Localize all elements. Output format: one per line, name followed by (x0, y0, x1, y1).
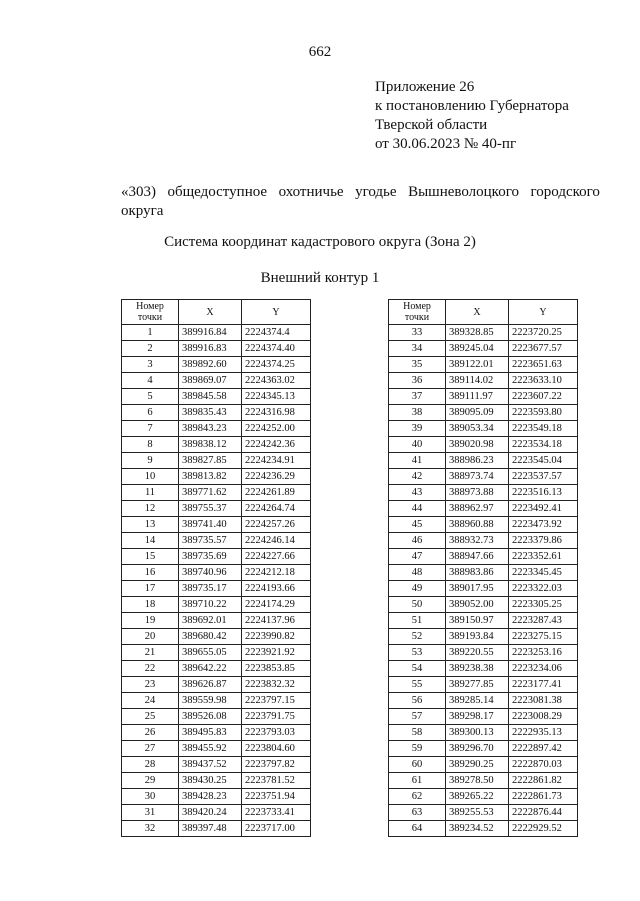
x-cell: 389655.05 (179, 645, 242, 661)
x-cell: 389838.12 (179, 437, 242, 453)
point-number-cell: 26 (122, 725, 179, 741)
y-cell: 2224257.26 (242, 517, 311, 533)
point-number-cell: 42 (389, 469, 446, 485)
table-row (122, 789, 311, 805)
point-number-cell: 41 (389, 453, 446, 469)
x-cell: 389642.22 (179, 661, 242, 677)
point-number-cell: 48 (389, 565, 446, 581)
point-number-cell: 45 (389, 517, 446, 533)
y-cell: 2223651.63 (509, 357, 578, 373)
table-row (389, 581, 578, 597)
table-row (389, 821, 578, 837)
x-cell: 389420.24 (179, 805, 242, 821)
point-number-cell: 46 (389, 533, 446, 549)
x-cell: 389111.97 (446, 389, 509, 405)
x-cell: 389813.82 (179, 469, 242, 485)
x-cell: 389626.87 (179, 677, 242, 693)
table-row (389, 373, 578, 389)
table-header-row (389, 300, 578, 325)
table-row (122, 421, 311, 437)
table-row (389, 533, 578, 549)
point-number-cell: 59 (389, 741, 446, 757)
table-row (122, 597, 311, 613)
x-cell: 389430.25 (179, 773, 242, 789)
y-cell: 2223322.03 (509, 581, 578, 597)
table-row (122, 325, 311, 341)
point-number-cell: 37 (389, 389, 446, 405)
point-number-cell: 54 (389, 661, 446, 677)
y-cell: 2222876.44 (509, 805, 578, 821)
point-number-cell: 18 (122, 597, 179, 613)
heading-word: общедоступное (167, 184, 268, 200)
y-cell: 2223287.43 (509, 613, 578, 629)
point-number-cell: 9 (122, 453, 179, 469)
table-body-left (122, 325, 311, 837)
table-row (389, 469, 578, 485)
table-row (389, 549, 578, 565)
point-number-cell: 29 (122, 773, 179, 789)
table-row (389, 629, 578, 645)
point-number-cell: 6 (122, 405, 179, 421)
table-row (389, 325, 578, 341)
point-number-cell: 11 (122, 485, 179, 501)
x-cell: 389238.38 (446, 661, 509, 677)
point-number-cell: 44 (389, 501, 446, 517)
heading-word: угодье (355, 184, 397, 200)
point-number-cell: 51 (389, 613, 446, 629)
y-cell: 2224316.98 (242, 405, 311, 421)
x-cell: 389771.62 (179, 485, 242, 501)
point-number-cell: 30 (122, 789, 179, 805)
table-row (122, 741, 311, 757)
table-row (122, 501, 311, 517)
x-cell: 389245.04 (446, 341, 509, 357)
header-y: Y (509, 300, 578, 325)
y-cell: 2224374.40 (242, 341, 311, 357)
x-cell: 389114.02 (446, 373, 509, 389)
y-cell: 2223804.60 (242, 741, 311, 757)
table-row (389, 341, 578, 357)
point-number-cell: 36 (389, 373, 446, 389)
y-cell: 2223751.94 (242, 789, 311, 805)
point-number-cell: 50 (389, 597, 446, 613)
y-cell: 2224227.66 (242, 549, 311, 565)
x-cell: 389234.52 (446, 821, 509, 837)
x-cell: 389193.84 (446, 629, 509, 645)
table-row (389, 565, 578, 581)
y-cell: 2223677.57 (509, 341, 578, 357)
point-number-cell: 27 (122, 741, 179, 757)
point-number-cell: 53 (389, 645, 446, 661)
heading-word: «303) (121, 184, 156, 200)
x-cell: 389843.23 (179, 421, 242, 437)
table-row (389, 757, 578, 773)
table-row (389, 789, 578, 805)
table-row (122, 661, 311, 677)
x-cell: 389735.17 (179, 581, 242, 597)
x-cell: 389916.84 (179, 325, 242, 341)
table-row (389, 517, 578, 533)
y-cell: 2224363.02 (242, 373, 311, 389)
x-cell: 389735.57 (179, 533, 242, 549)
y-cell: 2224374.25 (242, 357, 311, 373)
header-point-number (389, 300, 446, 325)
x-cell: 389290.25 (446, 757, 509, 773)
point-number-cell: 60 (389, 757, 446, 773)
appendix-line: Приложение 26 (375, 79, 475, 95)
x-cell: 389692.01 (179, 613, 242, 629)
table-row (122, 485, 311, 501)
point-number-cell: 56 (389, 693, 446, 709)
y-cell: 2224236.29 (242, 469, 311, 485)
header-point-number-line: точки (404, 312, 430, 323)
y-cell: 2223633.10 (509, 373, 578, 389)
point-number-cell: 23 (122, 677, 179, 693)
y-cell: 2224252.00 (242, 421, 311, 437)
point-number-cell: 58 (389, 725, 446, 741)
point-number-cell: 28 (122, 757, 179, 773)
table-body-right (389, 325, 578, 837)
x-cell: 389150.97 (446, 613, 509, 629)
heading-word: охотничье (278, 184, 344, 200)
point-number-cell: 21 (122, 645, 179, 661)
point-number-cell: 8 (122, 437, 179, 453)
y-cell: 2223081.38 (509, 693, 578, 709)
coordinate-system-title: Система координат кадастрового округа (Зона 2) (164, 234, 476, 250)
x-cell: 389845.58 (179, 389, 242, 405)
heading-line-1 (121, 183, 600, 202)
y-cell: 2222897.42 (509, 741, 578, 757)
y-cell: 2222870.03 (509, 757, 578, 773)
x-cell: 389052.00 (446, 597, 509, 613)
point-number-cell: 55 (389, 677, 446, 693)
y-cell: 2224246.14 (242, 533, 311, 549)
x-cell: 389298.17 (446, 709, 509, 725)
y-cell: 2224234.91 (242, 453, 311, 469)
table-row (122, 805, 311, 821)
point-number-cell: 7 (122, 421, 179, 437)
heading-word: городского (530, 184, 600, 200)
y-cell: 2223352.61 (509, 549, 578, 565)
table-row (389, 613, 578, 629)
x-cell: 389020.98 (446, 437, 509, 453)
point-number-cell: 14 (122, 533, 179, 549)
contour-title: Внешний контур 1 (260, 270, 380, 286)
table-row (122, 469, 311, 485)
x-cell: 389835.43 (179, 405, 242, 421)
point-number-cell: 34 (389, 341, 446, 357)
x-cell: 389328.85 (446, 325, 509, 341)
table-row (122, 437, 311, 453)
x-cell: 388983.86 (446, 565, 509, 581)
x-cell: 389300.13 (446, 725, 509, 741)
x-cell: 389526.08 (179, 709, 242, 725)
y-cell: 2224345.13 (242, 389, 311, 405)
table-row (122, 709, 311, 725)
y-cell: 2222861.82 (509, 773, 578, 789)
x-cell: 389277.85 (446, 677, 509, 693)
table-row (122, 341, 311, 357)
table-row (122, 773, 311, 789)
point-number-cell: 43 (389, 485, 446, 501)
y-cell: 2222935.13 (509, 725, 578, 741)
x-cell: 388973.74 (446, 469, 509, 485)
y-cell: 2223534.18 (509, 437, 578, 453)
x-cell: 389296.70 (446, 741, 509, 757)
y-cell: 2223793.03 (242, 725, 311, 741)
point-number-cell: 47 (389, 549, 446, 565)
header-y: Y (242, 300, 311, 325)
point-number-cell: 22 (122, 661, 179, 677)
page-number: 662 (308, 44, 332, 60)
table-row (122, 565, 311, 581)
table-row (389, 437, 578, 453)
y-cell: 2223607.22 (509, 389, 578, 405)
table-row (122, 533, 311, 549)
table-row (389, 709, 578, 725)
table-row (122, 389, 311, 405)
y-cell: 2223177.41 (509, 677, 578, 693)
document-heading (121, 183, 600, 221)
x-cell: 389397.48 (179, 821, 242, 837)
y-cell: 2223545.04 (509, 453, 578, 469)
x-cell: 389916.83 (179, 341, 242, 357)
point-number-cell: 3 (122, 357, 179, 373)
x-cell: 388973.88 (446, 485, 509, 501)
point-number-cell: 61 (389, 773, 446, 789)
x-cell: 389220.55 (446, 645, 509, 661)
point-number-cell: 33 (389, 325, 446, 341)
point-number-cell: 2 (122, 341, 179, 357)
y-cell: 2223537.57 (509, 469, 578, 485)
point-number-cell: 63 (389, 805, 446, 821)
table-row (389, 741, 578, 757)
y-cell: 2222929.52 (509, 821, 578, 837)
y-cell: 2223473.92 (509, 517, 578, 533)
table-row (122, 453, 311, 469)
coordinates-table-right (388, 299, 578, 837)
table-row (389, 805, 578, 821)
table-row (389, 485, 578, 501)
y-cell: 2223305.25 (509, 597, 578, 613)
table-row (389, 453, 578, 469)
point-number-cell: 4 (122, 373, 179, 389)
table-row (389, 693, 578, 709)
y-cell: 2223853.85 (242, 661, 311, 677)
table-row (122, 405, 311, 421)
table-row (389, 773, 578, 789)
point-number-cell: 32 (122, 821, 179, 837)
x-cell: 389265.22 (446, 789, 509, 805)
table-row (389, 389, 578, 405)
y-cell: 2223492.41 (509, 501, 578, 517)
y-cell: 2223797.15 (242, 693, 311, 709)
x-cell: 388947.66 (446, 549, 509, 565)
table-row (389, 501, 578, 517)
point-number-cell: 64 (389, 821, 446, 837)
x-cell: 389053.34 (446, 421, 509, 437)
point-number-cell: 25 (122, 709, 179, 725)
y-cell: 2223234.06 (509, 661, 578, 677)
y-cell: 2223253.16 (509, 645, 578, 661)
table-row (122, 517, 311, 533)
y-cell: 2223593.80 (509, 405, 578, 421)
header-x: X (179, 300, 242, 325)
table-row (389, 421, 578, 437)
coordinates-table-left (121, 299, 311, 837)
point-number-cell: 52 (389, 629, 446, 645)
table-row (122, 581, 311, 597)
x-cell: 389095.09 (446, 405, 509, 421)
point-number-cell: 31 (122, 805, 179, 821)
x-cell: 389741.40 (179, 517, 242, 533)
x-cell: 389437.52 (179, 757, 242, 773)
x-cell: 389122.01 (446, 357, 509, 373)
point-number-cell: 13 (122, 517, 179, 533)
x-cell: 389755.37 (179, 501, 242, 517)
table-row (389, 357, 578, 373)
point-number-cell: 20 (122, 629, 179, 645)
y-cell: 2223921.92 (242, 645, 311, 661)
x-cell: 389735.69 (179, 549, 242, 565)
point-number-cell: 24 (122, 693, 179, 709)
y-cell: 2224374.4 (242, 325, 311, 341)
y-cell: 2222861.73 (509, 789, 578, 805)
table-row (122, 821, 311, 837)
table-row (122, 677, 311, 693)
y-cell: 2223733.41 (242, 805, 311, 821)
appendix-line: к постановлению Губернатора (375, 98, 569, 114)
header-x: X (446, 300, 509, 325)
point-number-cell: 40 (389, 437, 446, 453)
y-cell: 2223008.29 (509, 709, 578, 725)
y-cell: 2223720.25 (509, 325, 578, 341)
point-number-cell: 62 (389, 789, 446, 805)
heading-line-2: округа (121, 203, 164, 219)
y-cell: 2223549.18 (509, 421, 578, 437)
header-point-number-line: Номер (136, 301, 164, 312)
y-cell: 2224193.66 (242, 581, 311, 597)
table-row (122, 645, 311, 661)
point-number-cell: 39 (389, 421, 446, 437)
x-cell: 389740.96 (179, 565, 242, 581)
header-point-number-line: Номер (403, 301, 431, 312)
x-cell: 389017.95 (446, 581, 509, 597)
y-cell: 2224261.89 (242, 485, 311, 501)
x-cell: 389680.42 (179, 629, 242, 645)
appendix-block (375, 78, 569, 154)
x-cell: 388932.73 (446, 533, 509, 549)
y-cell: 2224264.74 (242, 501, 311, 517)
appendix-line: от 30.06.2023 № 40-пг (375, 136, 517, 152)
point-number-cell: 49 (389, 581, 446, 597)
x-cell: 389869.07 (179, 373, 242, 389)
point-number-cell: 17 (122, 581, 179, 597)
point-number-cell: 12 (122, 501, 179, 517)
table-row (122, 725, 311, 741)
y-cell: 2223379.86 (509, 533, 578, 549)
y-cell: 2223781.52 (242, 773, 311, 789)
table-header-row (122, 300, 311, 325)
point-number-cell: 38 (389, 405, 446, 421)
table-row (122, 629, 311, 645)
x-cell: 389559.98 (179, 693, 242, 709)
table-row (122, 549, 311, 565)
x-cell: 389892.60 (179, 357, 242, 373)
table-row (389, 677, 578, 693)
header-point-number-line: точки (137, 312, 163, 323)
point-number-cell: 16 (122, 565, 179, 581)
y-cell: 2224174.29 (242, 597, 311, 613)
table-row (122, 757, 311, 773)
y-cell: 2223832.32 (242, 677, 311, 693)
point-number-cell: 19 (122, 613, 179, 629)
y-cell: 2223717.00 (242, 821, 311, 837)
point-number-cell: 57 (389, 709, 446, 725)
table-row (389, 405, 578, 421)
table-row (389, 645, 578, 661)
header-point-number (122, 300, 179, 325)
y-cell: 2223516.13 (509, 485, 578, 501)
table-row (122, 613, 311, 629)
point-number-cell: 10 (122, 469, 179, 485)
x-cell: 389827.85 (179, 453, 242, 469)
x-cell: 388986.23 (446, 453, 509, 469)
table-row (389, 661, 578, 677)
x-cell: 389428.23 (179, 789, 242, 805)
x-cell: 389255.53 (446, 805, 509, 821)
table-row (122, 373, 311, 389)
table-row (389, 725, 578, 741)
appendix-line: Тверской области (375, 117, 488, 133)
y-cell: 2223797.82 (242, 757, 311, 773)
y-cell: 2223345.45 (509, 565, 578, 581)
x-cell: 388960.88 (446, 517, 509, 533)
y-cell: 2223791.75 (242, 709, 311, 725)
x-cell: 389455.92 (179, 741, 242, 757)
point-number-cell: 5 (122, 389, 179, 405)
x-cell: 389278.50 (446, 773, 509, 789)
x-cell: 389710.22 (179, 597, 242, 613)
y-cell: 2223990.82 (242, 629, 311, 645)
x-cell: 389495.83 (179, 725, 242, 741)
x-cell: 389285.14 (446, 693, 509, 709)
y-cell: 2224212.18 (242, 565, 311, 581)
x-cell: 388962.97 (446, 501, 509, 517)
table-row (122, 693, 311, 709)
y-cell: 2223275.15 (509, 629, 578, 645)
table-row (389, 597, 578, 613)
point-number-cell: 35 (389, 357, 446, 373)
point-number-cell: 15 (122, 549, 179, 565)
heading-word: Вышневолоцкого (408, 184, 519, 200)
point-number-cell: 1 (122, 325, 179, 341)
table-row (122, 357, 311, 373)
y-cell: 2224137.96 (242, 613, 311, 629)
y-cell: 2224242.36 (242, 437, 311, 453)
